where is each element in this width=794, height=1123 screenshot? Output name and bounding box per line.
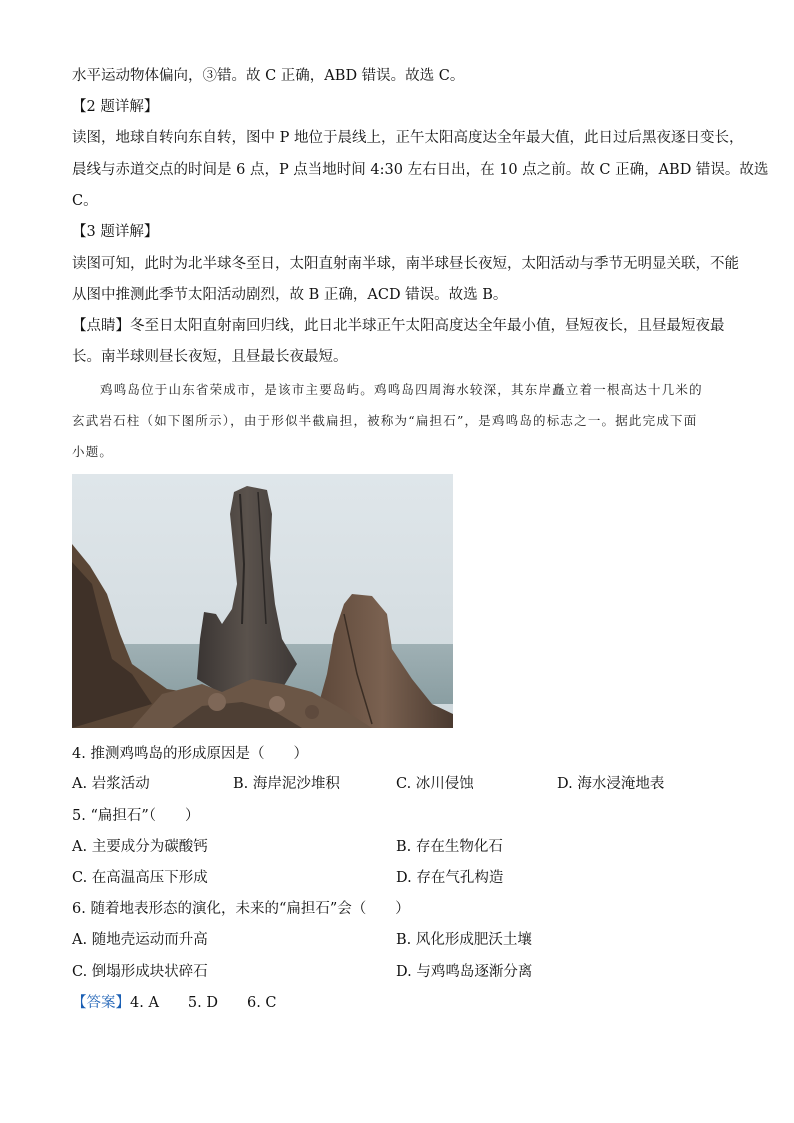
q4-option-c[interactable]: C. 冰川侵蚀: [396, 776, 474, 792]
answer-label: 【答案】: [72, 995, 130, 1011]
text-line: 晨线与赤道交点的时间是 6 点，P 点当地时间 4:30 左右日出，在 10 点之前。故 C 正确，ABD 错误。故选: [72, 162, 769, 178]
question-4-stem: 4. 推测鸡鸣岛的形成原因是（ ）: [72, 746, 308, 762]
section-header-q3: 【3 题详解】: [72, 224, 159, 240]
intro-line: 玄武岩石柱（如下图所示），由于形似半截扁担，被称为“扁担石”，是鸡鸣岛的标志之一。据此完成下面: [72, 413, 698, 428]
text-line: C。: [72, 193, 98, 209]
text-line: 长。南半球则昼长夜短，且昼最长夜最短。: [72, 349, 348, 365]
q5-option-c[interactable]: C. 在高温高压下形成: [72, 870, 208, 886]
dianjing-line: 【点睛】冬至日太阳直射南回归线，此日北半球正午太阳高度达全年最小值，昼短夜长，且昼最短夜最: [72, 318, 725, 334]
intro-line: 小题。: [72, 444, 114, 459]
q4-option-a[interactable]: A. 岩浆活动: [72, 776, 150, 792]
q6-option-b[interactable]: B. 风化形成肥沃土壤: [396, 932, 532, 948]
q5-option-d[interactable]: D. 存在气孔构造: [396, 870, 504, 886]
answer-line: [72, 993, 277, 1013]
basalt-pillar-photo: [72, 474, 453, 728]
q6-option-d[interactable]: D. 与鸡鸣岛逐渐分离: [396, 964, 533, 980]
q6-option-c[interactable]: C. 倒塌形成块状碎石: [72, 964, 208, 980]
text-line: 读图可知，此时为北半球冬至日，太阳直射南半球，南半球昼长夜短，太阳活动与季节无明显关联，不能: [72, 256, 739, 272]
section-header-q2: 【2 题详解】: [72, 99, 159, 115]
text-line: 读图，地球自转向东自转，图中 P 地位于晨线上，正午太阳高度达全年最大值，此日过后黑夜逐日变长，: [72, 130, 744, 146]
intro-line: 鸡鸣岛位于山东省荣成市，是该市主要岛屿。鸡鸣岛四周海水较深，其东岸矗立着一根高达十几米的: [100, 382, 703, 397]
text-line: 水平运动物体偏向，③错。故 C 正确，ABD 错误。故选 C。: [72, 68, 465, 84]
q4-option-d[interactable]: D. 海水浸淹地表: [557, 776, 665, 792]
q5-option-a[interactable]: A. 主要成分为碳酸钙: [72, 839, 208, 855]
text-line: 从图中推测此季节太阳活动剧烈，故 B 正确，ACD 错误。故选 B。: [72, 287, 508, 303]
question-6-stem: 6. 随着地表形态的演化，未来的“扁担石”会（ ）: [72, 901, 410, 917]
answer-text: 4. A 5. D 6. C: [130, 995, 277, 1011]
question-5-stem: 5. “扁担石”（ ）: [72, 808, 200, 824]
q5-option-b[interactable]: B. 存在生物化石: [396, 839, 503, 855]
q6-option-a[interactable]: A. 随地壳运动而升高: [72, 932, 208, 948]
q4-option-b[interactable]: B. 海岸泥沙堆积: [233, 776, 340, 792]
